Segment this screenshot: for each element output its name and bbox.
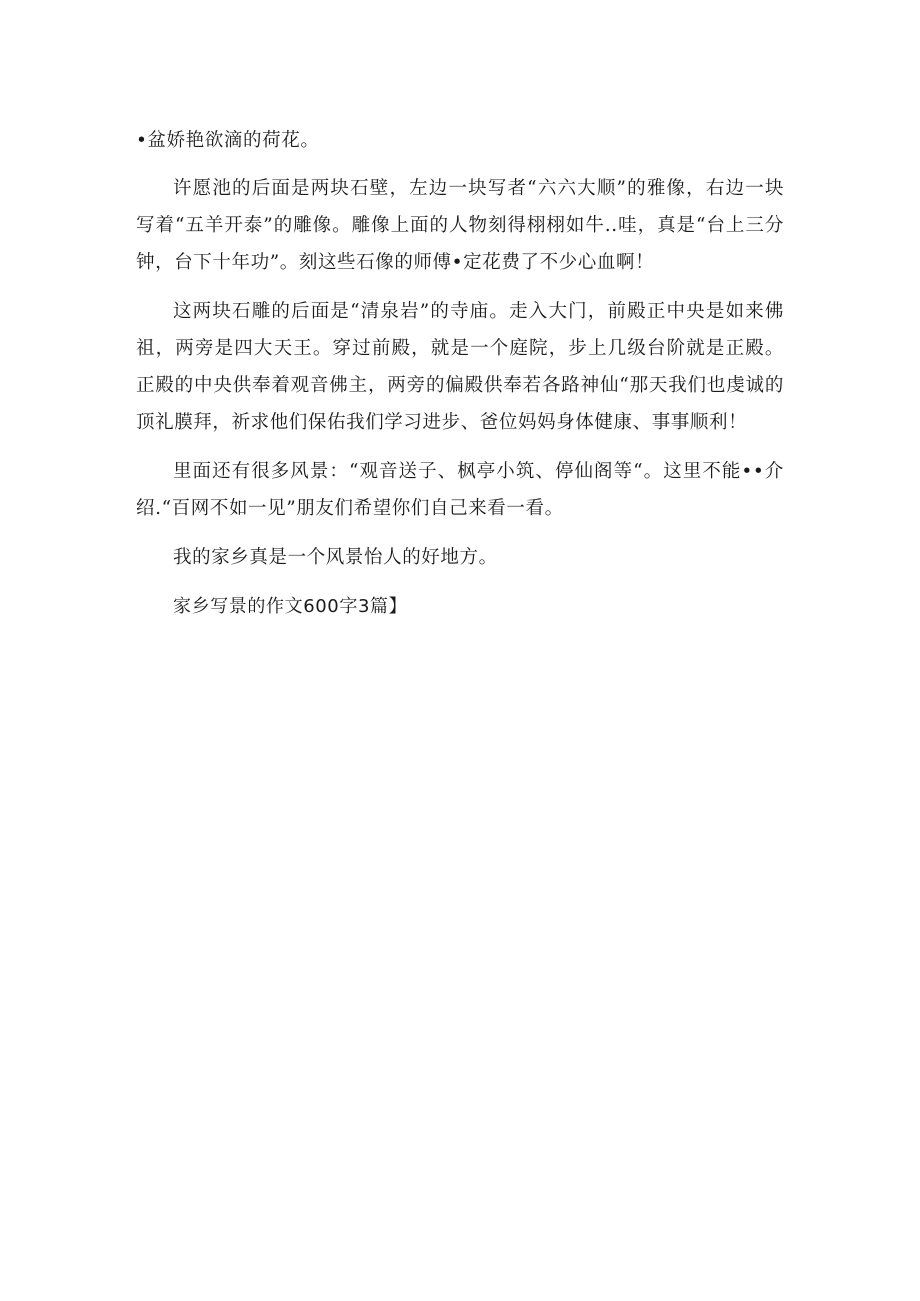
paragraph-section-title: 家乡写景的作文600字3篇】	[173, 596, 408, 617]
paragraph-scenery: 里面还有很多风景：“观音送子、枫亭小筑、停仙阁等“。这里不能••介绍.“百网不如一见”朋友们希望你们自己来看一看。	[136, 461, 784, 519]
paragraph-temple: 这两块石雕的后面是“清泉岩”的寺庙。走入大门，前殿正中央是如来佛祖，两旁是四大天王。穿过前殿，就是一个庭院，步上几级台阶就是正殿。正殿的中央供奉着观音佛主，两旁的偏殿供奉若各路神仙“那天我们也虔诚的顶礼膜拜，祈求他们保佑我们学习进步、爸位妈妈身体健康、事事顺利！	[136, 301, 784, 433]
paragraph-conclusion: 我的家乡真是一个风景怡人的好地方。	[173, 547, 498, 568]
document-body	[136, 122, 784, 637]
paragraph-lotus: •盆娇艳欲滴的荷花。	[136, 130, 320, 151]
paragraph-stone-walls: 许愿池的后面是两块石壁，左边一块写者“六六大顺”的雅像，右边一块写着“五羊开泰”的雕像。雕像上面的人物刻得栩栩如牛..哇，真是“台上三分钟，台下十年功”。刻这些石像的师傅•定花费了不少心血啊！	[136, 178, 784, 273]
